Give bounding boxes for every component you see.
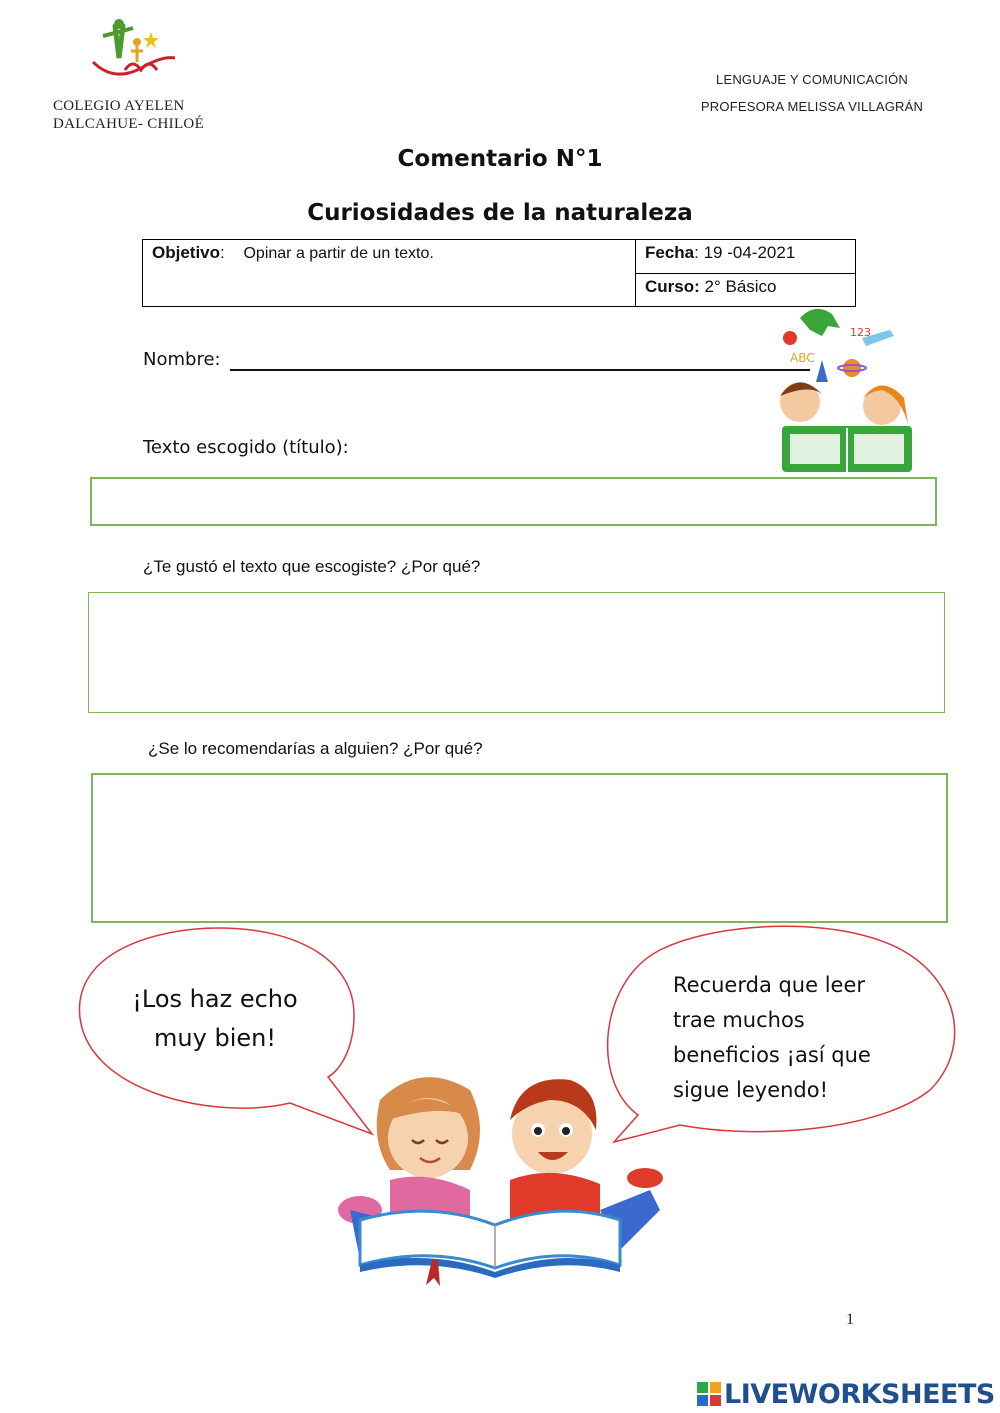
school-name	[53, 97, 204, 133]
liveworksheets-text: LIVEWORKSHEETS	[724, 1378, 995, 1410]
svg-text:ABC: ABC	[790, 351, 815, 365]
page-title: Comentario N°1	[397, 146, 603, 172]
question-gusto: ¿Te gustó el texto que escogiste? ¿Por qué?	[143, 557, 481, 576]
titulo-answer-box[interactable]	[90, 477, 937, 526]
school-name-line2: DALCAHUE- CHILOÉ	[53, 116, 205, 132]
gusto-answer-box[interactable]	[88, 592, 945, 713]
children-reading-book-illustration	[320, 1060, 680, 1290]
curso-value: 2° Básico	[704, 277, 777, 296]
fecha-value: 19 -04-2021	[703, 243, 796, 262]
curso-label: Curso:	[645, 277, 700, 296]
objetivo-cell: Objetivo: Opinar a partir de un texto.	[143, 240, 636, 306]
recomendar-answer-box[interactable]	[91, 773, 948, 923]
bubble-left-line2: muy bien!	[154, 1024, 276, 1052]
kids-reading-illustration	[770, 300, 930, 480]
question-recomendar: ¿Se lo recomendarías a alguien? ¿Por qué?	[148, 739, 483, 758]
nombre-input-line[interactable]	[230, 369, 810, 371]
page-number: 1	[846, 1311, 854, 1328]
bubble-right-line3: beneficios ¡así que	[673, 1043, 871, 1067]
subject-header	[662, 66, 962, 120]
bubble-left-line1: ¡Los haz echo	[132, 985, 298, 1013]
bubble-right-line1: Recuerda que leer	[673, 973, 866, 997]
page-subtitle: Curiosidades de la naturaleza	[307, 200, 693, 226]
svg-text:123: 123	[850, 326, 871, 339]
liveworksheets-icon	[697, 1382, 721, 1406]
bubble-right-line2: trae muchos	[673, 1008, 805, 1032]
bubble-right-line4: sigue leyendo!	[673, 1078, 829, 1102]
texto-escogido-label: Texto escogido (título):	[143, 437, 349, 458]
info-table	[142, 239, 856, 307]
nombre-label: Nombre:	[143, 349, 221, 370]
teacher-name: PROFESORA MELISSA VILLAGRÁN	[700, 99, 924, 114]
bubble-right-text	[673, 968, 923, 1108]
fecha-cell: Fecha: 19 -04-2021	[636, 240, 855, 274]
objetivo-label: Objetivo	[152, 243, 221, 262]
school-logo	[85, 18, 180, 88]
subject-name: LENGUAJE Y COMUNICACIÓN	[716, 72, 908, 87]
liveworksheets-brand[interactable]	[697, 1377, 995, 1411]
fecha-label: Fecha	[645, 243, 695, 262]
bubble-left-text	[110, 980, 320, 1058]
objetivo-value: Opinar a partir de un texto.	[243, 245, 434, 262]
school-name-line1: COLEGIO AYELEN	[53, 98, 185, 114]
